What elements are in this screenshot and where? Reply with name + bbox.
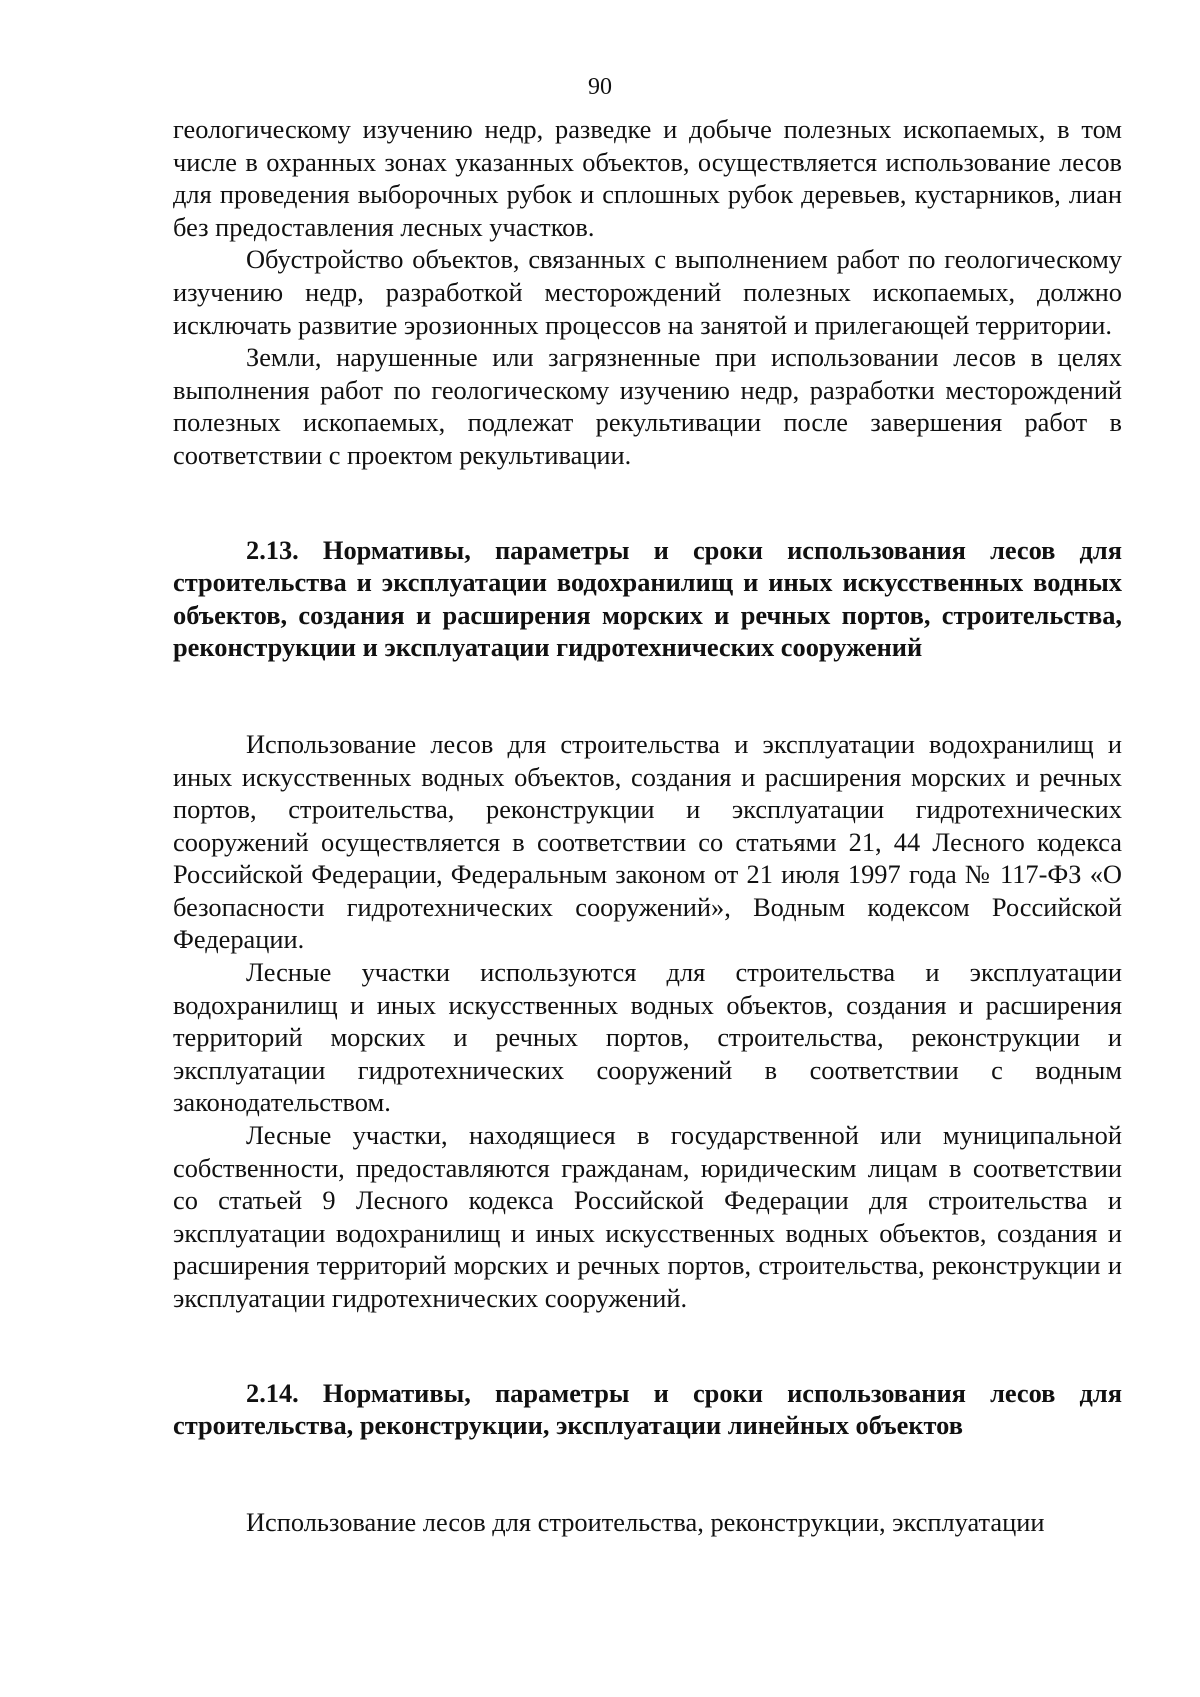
paragraph: Земли, нарушенные или загрязненные при использовании лесов в целях выполнения работ по геологическому изучению недр, разработки месторождений полезных ископаемых, подлежат рекультивации после завершения работ в соответствии с проектом рекультивации. [173, 342, 1122, 470]
paragraph: Использование лесов для строительства, реконструкции, эксплуатации [246, 1506, 1045, 1537]
page-number: 90 [588, 74, 612, 100]
paragraph: Лесные участки, находящиеся в государственной или муниципальной собственности, предоставляются гражданам, юридическим лицам в соответствии со статьей 9 Лесного кодекса Российской Федерации для строительства и эксплуатации водохранилищ и иных искусственных водных объектов, создания и расширения территорий морских и речных портов, строительства, реконструкции и эксплуатации гидротехнических сооружений. [173, 1120, 1122, 1313]
paragraph: Обустройство объектов, связанных с выполнением работ по геологическому изучению недр, разработкой месторождений полезных ископаемых, должно исключать развитие эрозионных процессов на занятой и прилегающей территории. [173, 244, 1122, 340]
page-content [173, 113, 1122, 1538]
paragraph: Использование лесов для строительства и эксплуатации водохранилищ и иных искусственных водных объектов, создания и расширения морских и речных портов, строительства, реконструкции и эксплуатации гидротехнических сооружений осуществляется в соответствии со статьями 21, 44 Лесного кодекса Российской Федерации, Федеральным законом от 21 июля 1997 года № 117-ФЗ «О безопасности гидротехнических сооружений», Водным кодексом Российской Федерации. [173, 728, 1122, 955]
paragraph: геологическому изучению недр, разведке и добыче полезных ископаемых, в том числе в охранных зонах указанных объектов, осуществляется использование лесов для проведения выборочных рубок и сплошных рубок деревьев, кустарников, лиан без предоставления лесных участков. [173, 114, 1122, 242]
paragraph: Лесные участки используются для строительства и эксплуатации водохранилищ и иных искусственных водных объектов, создания и расширения территорий морских и речных портов, строительства, реконструкции и эксплуатации гидротехнических сооружений в соответствии с водным законодательством. [173, 957, 1122, 1118]
section-heading-2-13: 2.13. Нормативы, параметры и сроки использования лесов для строительства и эксплуатации водохранилищ и иных искусственных водных объектов, создания и расширения морских и речных портов, строительства, реконструкции и эксплуатации гидротехнических сооружений [173, 534, 1122, 663]
section-heading-2-14: 2.14. Нормативы, параметры и сроки использования лесов для строительства, реконструкции, эксплуатации линейных объектов [173, 1377, 1122, 1441]
